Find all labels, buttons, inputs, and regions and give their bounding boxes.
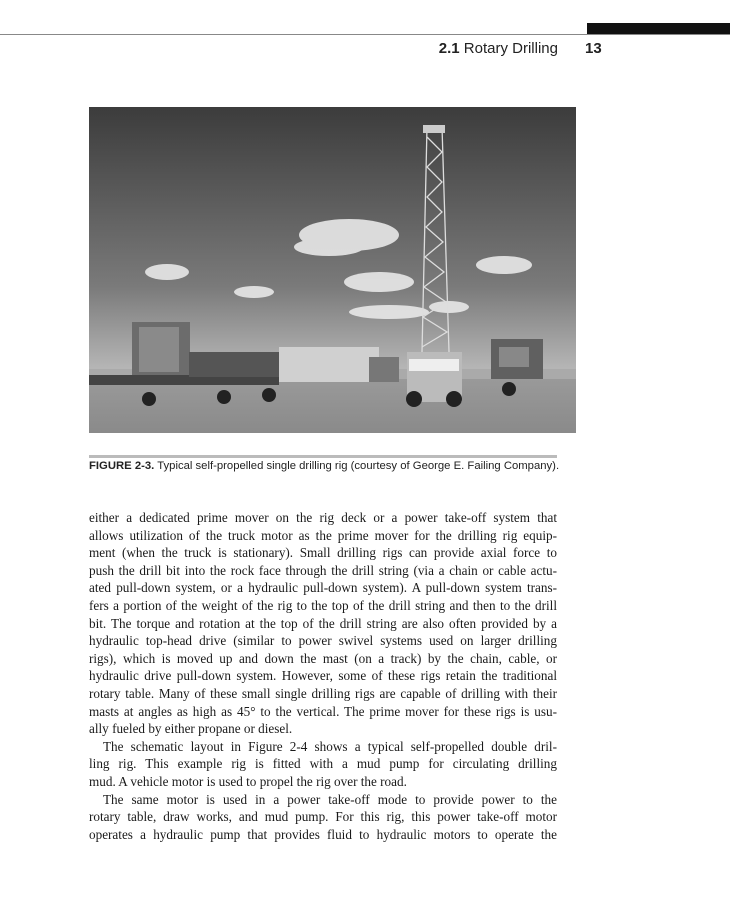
text-line: masts at angles as high as 45° to the vertical. The prime mover for these rigs is usu- [89, 703, 557, 719]
caption-rule [89, 455, 557, 458]
figure-caption [89, 460, 569, 472]
caption-text: Typical self-propelled single drilling rig (courtesy of George E. Failing Company). [157, 460, 560, 472]
text-line: bit. The torque and rotation at the top of the drill string are also often provided by a [89, 615, 557, 631]
figure-photo [89, 107, 576, 433]
text-line: hydraulic top-head drive (similar to power swivel systems used on larger drilling [89, 633, 557, 649]
text-line: ated pull-down system, or a hydraulic pull-down system). A pull-down system trans- [89, 580, 557, 596]
body-text [89, 509, 557, 843]
page-number: 13 [585, 40, 602, 57]
text-line: hydraulic drive pull-down system. However, some of these rigs retain the traditional [89, 668, 557, 684]
text-line: allows utilization of the truck motor as the prime mover for the drilling rig equip- [89, 527, 557, 543]
header-rule [0, 34, 730, 35]
running-header [380, 40, 558, 57]
text-line: rotary table. Many of these small single drilling rigs are capable of drilling with their [89, 685, 557, 701]
section-title: Rotary Drilling [463, 40, 558, 57]
text-line: either a dedicated prime mover on the rig deck or a power take-off system that [89, 510, 557, 525]
text-line: rotary table, draw works, and mud pump. For this rig, this power take-off motor [89, 809, 557, 825]
text-line: ling rig. This example rig is fitted with a mud pump for circulating drilling [89, 756, 557, 772]
text-line: ally fueled by either propane or diesel. [89, 721, 293, 737]
text-line: fers a portion of the weight of the rig to the top of the drill string and then to the drill [89, 597, 557, 613]
text-line: The same motor is used in a power take-off mode to provide power to the [103, 791, 557, 807]
text-line: push the drill bit into the rock face through the drill string (via a chain or cable actu- [89, 562, 557, 578]
text-line: The schematic layout in Figure 2-4 shows a typical self-propelled double dril- [103, 738, 557, 754]
figure-label: FIGURE 2-3. [89, 460, 155, 472]
text-line: mud. A vehicle motor is used to propel the rig over the road. [89, 773, 407, 789]
text-line: ment (when the truck is stationary). Small drilling rigs can provide axial force to [89, 545, 557, 561]
section-number: 2.1 [438, 40, 460, 57]
text-line: rigs), which is moved up and down the mast (on a track) by the chain, cable, or [89, 650, 557, 666]
text-line: operates a hydraulic pump that provides fluid to hydraulic motors to operate the [89, 826, 557, 842]
